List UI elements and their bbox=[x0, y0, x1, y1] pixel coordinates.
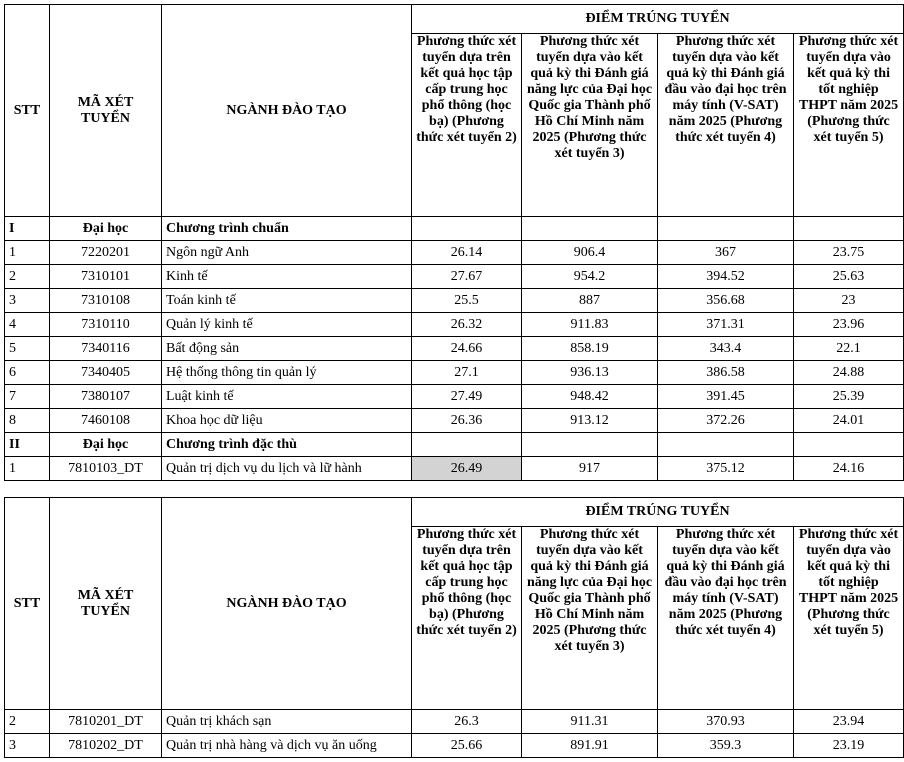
cell-stt: 8 bbox=[5, 409, 50, 433]
header-stt: STT bbox=[5, 498, 50, 710]
cell-code: 7380107 bbox=[50, 385, 162, 409]
cell-stt: 7 bbox=[5, 385, 50, 409]
cell-m4: 367 bbox=[658, 241, 794, 265]
cell-m2: 27.49 bbox=[412, 385, 522, 409]
cell-m2: 26.32 bbox=[412, 313, 522, 337]
cell-stt: 3 bbox=[5, 289, 50, 313]
section-level: Đại học bbox=[50, 433, 162, 457]
table-row bbox=[5, 361, 904, 385]
cell-m5: 22.1 bbox=[794, 337, 904, 361]
table-row bbox=[5, 457, 904, 481]
cell-stt: 1 bbox=[5, 457, 50, 481]
header-method-3: Phương thức xét tuyển dựa vào kết quả kỳ thi Đánh giá năng lực của Đại học Quốc gia Thành phố Hồ Chí Minh năm 2025 (Phương thức xét tuyển 3) bbox=[522, 527, 658, 710]
cell-m4: 386.58 bbox=[658, 361, 794, 385]
header-method-5: Phương thức xét tuyển dựa vào kết quả kỳ thi tốt nghiệp THPT năm 2025 (Phương thức xét tuyển 5) bbox=[794, 527, 904, 710]
cell-m2: 26.36 bbox=[412, 409, 522, 433]
cell-stt: 2 bbox=[5, 710, 50, 734]
cell-m3: 887 bbox=[522, 289, 658, 313]
cell-code: 7310108 bbox=[50, 289, 162, 313]
cell-code: 7810103_DT bbox=[50, 457, 162, 481]
cell-m2: 26.14 bbox=[412, 241, 522, 265]
cell-m4: 356.68 bbox=[658, 289, 794, 313]
cell-m3: 917 bbox=[522, 457, 658, 481]
cell-m3: 911.83 bbox=[522, 313, 658, 337]
cell-m3: 858.19 bbox=[522, 337, 658, 361]
cell-m4: 391.45 bbox=[658, 385, 794, 409]
section-program: Chương trình chuẩn bbox=[162, 217, 412, 241]
cell-m3: 891.91 bbox=[522, 734, 658, 758]
cell-m2: 26.3 bbox=[412, 710, 522, 734]
cell-name: Quản trị khách sạn bbox=[162, 710, 412, 734]
cell-m2-selected[interactable]: 26.49 bbox=[412, 457, 522, 481]
cell-m2: 27.1 bbox=[412, 361, 522, 385]
header-stt: STT bbox=[5, 5, 50, 217]
header-method-5: Phương thức xét tuyển dựa vào kết quả kỳ thi tốt nghiệp THPT năm 2025 (Phương thức xét tuyển 5) bbox=[794, 34, 904, 217]
cell-m2: 25.66 bbox=[412, 734, 522, 758]
cell-stt: 5 bbox=[5, 337, 50, 361]
cell-m4: 343.4 bbox=[658, 337, 794, 361]
cell-stt: 2 bbox=[5, 265, 50, 289]
header-score-group: ĐIỂM TRÚNG TUYỂN bbox=[412, 5, 904, 34]
section-row bbox=[5, 217, 904, 241]
table-row bbox=[5, 734, 904, 758]
cell-m3: 948.42 bbox=[522, 385, 658, 409]
cell-m5: 23 bbox=[794, 289, 904, 313]
cell-m5: 24.16 bbox=[794, 457, 904, 481]
cell-m5: 23.96 bbox=[794, 313, 904, 337]
cell-m4: 372.26 bbox=[658, 409, 794, 433]
cell-stt: 6 bbox=[5, 361, 50, 385]
section-stt: II bbox=[5, 433, 50, 457]
header-code: MÃ XÉT TUYỂN bbox=[50, 498, 162, 710]
table-row bbox=[5, 313, 904, 337]
admission-scores-table-1 bbox=[4, 4, 904, 481]
table-row bbox=[5, 337, 904, 361]
cell-code: 7460108 bbox=[50, 409, 162, 433]
section-program: Chương trình đặc thù bbox=[162, 433, 412, 457]
cell-m4: 359.3 bbox=[658, 734, 794, 758]
header-score-group: ĐIỂM TRÚNG TUYỂN bbox=[412, 498, 904, 527]
cell-m5: 23.19 bbox=[794, 734, 904, 758]
cell-m5: 23.94 bbox=[794, 710, 904, 734]
header-method-2: Phương thức xét tuyển dựa trên kết quả học tập cấp trung học phổ thông (học bạ) (Phương thức xét tuyển 2) bbox=[412, 34, 522, 217]
cell-name: Quản trị dịch vụ du lịch và lữ hành bbox=[162, 457, 412, 481]
header-method-3: Phương thức xét tuyển dựa vào kết quả kỳ thi Đánh giá năng lực của Đại học Quốc gia Thành phố Hồ Chí Minh năm 2025 (Phương thức xét tuyển 3) bbox=[522, 34, 658, 217]
cell-name: Toán kinh tế bbox=[162, 289, 412, 313]
table-row bbox=[5, 241, 904, 265]
table-row bbox=[5, 710, 904, 734]
cell-m2: 24.66 bbox=[412, 337, 522, 361]
section-row bbox=[5, 433, 904, 457]
cell-m5: 23.75 bbox=[794, 241, 904, 265]
cell-code: 7340116 bbox=[50, 337, 162, 361]
cell-name: Hệ thống thông tin quản lý bbox=[162, 361, 412, 385]
table-row bbox=[5, 385, 904, 409]
cell-m2: 27.67 bbox=[412, 265, 522, 289]
cell-code: 7220201 bbox=[50, 241, 162, 265]
cell-m2: 25.5 bbox=[412, 289, 522, 313]
cell-stt: 4 bbox=[5, 313, 50, 337]
cell-stt: 1 bbox=[5, 241, 50, 265]
cell-m3: 913.12 bbox=[522, 409, 658, 433]
cell-name: Kinh tế bbox=[162, 265, 412, 289]
cell-code: 7310110 bbox=[50, 313, 162, 337]
cell-name: Quản lý kinh tế bbox=[162, 313, 412, 337]
header-code: MÃ XÉT TUYỂN bbox=[50, 5, 162, 217]
cell-name: Ngôn ngữ Anh bbox=[162, 241, 412, 265]
header-method-2: Phương thức xét tuyển dựa trên kết quả học tập cấp trung học phổ thông (học bạ) (Phương thức xét tuyển 2) bbox=[412, 527, 522, 710]
cell-m4: 394.52 bbox=[658, 265, 794, 289]
cell-m3: 911.31 bbox=[522, 710, 658, 734]
cell-name: Khoa học dữ liệu bbox=[162, 409, 412, 433]
cell-name: Bất động sản bbox=[162, 337, 412, 361]
cell-name: Luật kinh tế bbox=[162, 385, 412, 409]
cell-code: 7310101 bbox=[50, 265, 162, 289]
cell-m4: 370.93 bbox=[658, 710, 794, 734]
header-method-4: Phương thức xét tuyển dựa vào kết quả kỳ thi Đánh giá đầu vào đại học trên máy tính (V-SAT) năm 2025 (Phương thức xét tuyển 4) bbox=[658, 34, 794, 217]
cell-m5: 24.88 bbox=[794, 361, 904, 385]
section-level: Đại học bbox=[50, 217, 162, 241]
table-row bbox=[5, 409, 904, 433]
cell-m4: 371.31 bbox=[658, 313, 794, 337]
cell-m3: 936.13 bbox=[522, 361, 658, 385]
admission-scores-table-2 bbox=[4, 497, 904, 758]
header-method-4: Phương thức xét tuyển dựa vào kết quả kỳ thi Đánh giá đầu vào đại học trên máy tính (V-SAT) năm 2025 (Phương thức xét tuyển 4) bbox=[658, 527, 794, 710]
cell-code: 7810202_DT bbox=[50, 734, 162, 758]
section-stt: I bbox=[5, 217, 50, 241]
cell-code: 7810201_DT bbox=[50, 710, 162, 734]
table-row bbox=[5, 289, 904, 313]
cell-code: 7340405 bbox=[50, 361, 162, 385]
cell-m5: 25.63 bbox=[794, 265, 904, 289]
cell-m3: 954.2 bbox=[522, 265, 658, 289]
cell-m4: 375.12 bbox=[658, 457, 794, 481]
header-program: NGÀNH ĐÀO TẠO bbox=[162, 5, 412, 217]
cell-m3: 906.4 bbox=[522, 241, 658, 265]
cell-m5: 24.01 bbox=[794, 409, 904, 433]
cell-stt: 3 bbox=[5, 734, 50, 758]
table-row bbox=[5, 265, 904, 289]
cell-name: Quản trị nhà hàng và dịch vụ ăn uống bbox=[162, 734, 412, 758]
header-program: NGÀNH ĐÀO TẠO bbox=[162, 498, 412, 710]
cell-m5: 25.39 bbox=[794, 385, 904, 409]
